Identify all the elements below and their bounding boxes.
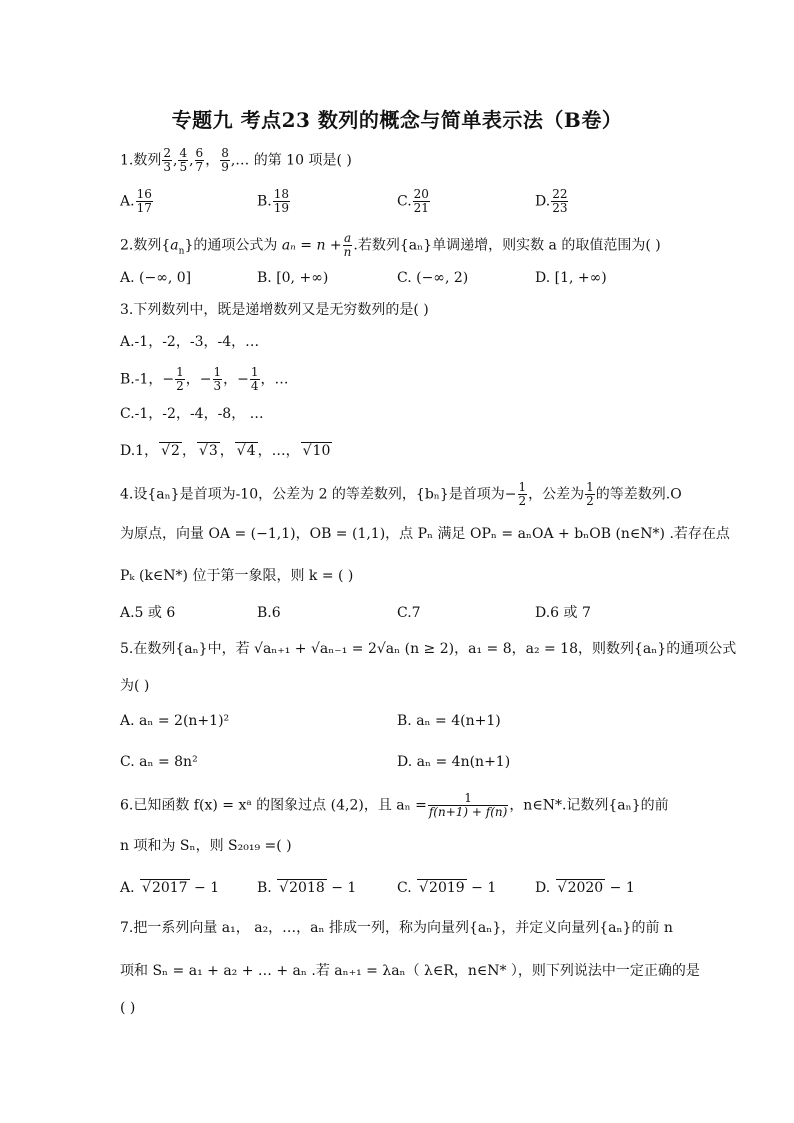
question-7-line-3: ( ) xyxy=(120,1000,136,1016)
q2-option-a[interactable]: A. (−∞, 0] xyxy=(120,270,192,286)
question-4-line-2: 为原点，向量 OA = (−1,1)，OB = (1,1)，点 Pₙ 满足 OPₙ = aₙOA + bₙOB (n∈N*) .若存在点 xyxy=(120,526,730,542)
q2-option-c[interactable]: C. (−∞, 2) xyxy=(397,270,469,286)
question-3-stem: 3.下列数列中，既是递增数列又是无穷数列的是( ) xyxy=(120,302,429,318)
question-4-line-3: Pₖ (k∈N*) 位于第一象限，则 k = ( ) xyxy=(120,568,354,584)
q1-option-b[interactable]: B. $\frac{18}{19}$ xyxy=(257,187,290,215)
q4-option-b[interactable]: B.6 xyxy=(257,605,281,621)
question-5-line-2: 为( ) xyxy=(120,678,150,694)
question-6-line-2: n 项和为 Sₙ，则 S₂₀₁₉ =( ) xyxy=(120,838,292,854)
q3-option-b[interactable]: B.-1，− $\frac{1}{2}$ ，− $\frac{1}{3}$ ，− $\frac{1}{4}$ ，… xyxy=(120,365,289,393)
q2-option-d[interactable]: D. [1, +∞) xyxy=(535,270,607,286)
q6-option-b[interactable]: B. √ 2018 − 1 xyxy=(257,878,356,898)
question-7-line-1: 7.把一系列向量 a₁， a₂，…，aₙ 排成一列，称为向量列{aₙ}，并定义向量列{aₙ}的前 n xyxy=(120,920,673,936)
q5-option-c[interactable]: C. aₙ = 8n² xyxy=(120,754,198,770)
question-7-line-2: 项和 Sₙ = a₁ + a₂ + … + aₙ .若 aₙ₊₁ = λaₙ（ λ∈R，n∈N* ），则下列说法中一定正确的是 xyxy=(120,963,700,979)
question-6-line-1: 6.已知函数 f(x) = xᵃ 的图象过点 (4,2)，且 aₙ = $\frac{1}{f(n+1) + f(n)}$ ，n∈N*.记数列{aₙ}的前 xyxy=(120,791,669,819)
q4-option-d[interactable]: D.6 或 7 xyxy=(535,605,591,621)
q1-option-d[interactable]: D. $\frac{22}{23}$ xyxy=(535,187,568,215)
question-1-stem: 1.数列 $\frac{2}{3}$ , $\frac{4}{5}$ , $\frac{6}{7}$ ， $\frac{8}{9}$ ,… 的第 10 项是( ) xyxy=(120,146,352,174)
q2-option-b[interactable]: B. [0, +∞) xyxy=(257,270,329,286)
q5-option-a[interactable]: A. aₙ = 2(n+1)² xyxy=(120,713,230,729)
page-title: 专题九 考点23 数列的概念与简单表示法（B卷） xyxy=(171,108,623,132)
q1-option-a[interactable]: A. $\frac{16}{17}$ xyxy=(120,187,152,215)
q3-option-c[interactable]: C.-1，-2，-4，-8， … xyxy=(120,406,264,422)
q3-option-a[interactable]: A.-1，-2，-3，-4，… xyxy=(120,334,260,350)
q6-option-a[interactable]: A. √ 2017 − 1 xyxy=(120,878,219,898)
question-2-stem: 2.数列$\{a_n\}$的通项公式为 aₙ = n + $\frac{a}{n}$ .若数列{aₙ}单调递增，则实数 a 的取值范围为( ) xyxy=(120,231,661,259)
q3-option-d[interactable]: D.1，√ 2 ，√ 3 ，√ 4 ，…，√ 10 xyxy=(120,441,332,461)
q4-option-c[interactable]: C.7 xyxy=(397,605,421,621)
q5-option-b[interactable]: B. aₙ = 4(n+1) xyxy=(397,713,501,729)
q4-option-a[interactable]: A.5 或 6 xyxy=(120,605,176,621)
q1-option-c[interactable]: C. $\frac{20}{21}$ xyxy=(397,187,429,215)
question-4-line-1: 4.设{aₙ}是首项为-10，公差为 2 的等差数列，{bₙ}是首项为− $\frac{1}{2}$ ，公差为 $\frac{1}{2}$ 的等差数列.O xyxy=(120,480,682,508)
q6-option-d[interactable]: D. √ 2020 − 1 xyxy=(535,878,635,898)
q6-option-c[interactable]: C. √ 2019 − 1 xyxy=(397,878,496,898)
question-5-line-1: 5.在数列{aₙ}中，若 √aₙ₊₁ + √aₙ₋₁ = 2√aₙ (n ≥ 2)，a₁ = 8，a₂ = 18，则数列{aₙ}的通项公式 xyxy=(120,641,737,657)
q5-option-d[interactable]: D. aₙ = 4n(n+1) xyxy=(397,754,511,770)
